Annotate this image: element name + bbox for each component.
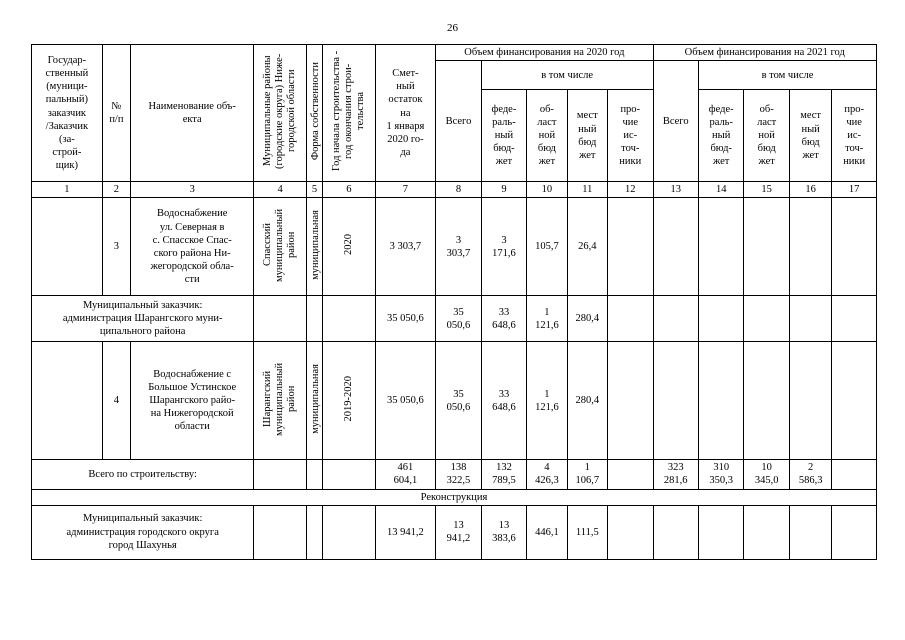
remainder-value: 35 050,6: [375, 296, 436, 342]
header-customer: Государ- ственный (муници- пальный) заказчик /Заказчик (за- строй- щик): [32, 45, 103, 182]
local-2020-value: 280,4: [567, 296, 607, 342]
empty-cell: [306, 505, 322, 559]
table-row-customer-shakhunya: [32, 505, 877, 559]
remainder-value: 13 941,2: [375, 505, 436, 559]
customer-label: Муниципальный заказчик: администрация городского округа город Шахунья: [32, 505, 254, 559]
col-num: 6: [323, 182, 376, 198]
table-row-object-3: [32, 198, 877, 296]
local-2020-value: 280,4: [567, 342, 607, 460]
header-local-2021: мест ный бюд жет: [789, 90, 831, 182]
table-row-total-construction: [32, 460, 877, 489]
header-regional-2021: об- ласт ной бюд жет: [744, 90, 789, 182]
regional-2020-value: 1 121,6: [527, 296, 567, 342]
empty-cell: [254, 460, 307, 489]
empty-cell: [32, 342, 103, 460]
object-number: 4: [102, 342, 130, 460]
header-remainder: Смет- ный остаток на 1 января 2020 го- да: [375, 45, 436, 182]
empty-cell: [323, 460, 376, 489]
empty-cell: [832, 505, 877, 559]
object-name: Водоснабжение с Большое Устинское Шарангского райо- на Нижегородской области: [131, 342, 254, 460]
object-number: 3: [102, 198, 130, 296]
page-number: 26: [447, 22, 458, 34]
empty-cell: [653, 296, 698, 342]
local-2020-value: 111,5: [567, 505, 607, 559]
empty-cell: [254, 505, 307, 559]
total-2020-value: 35 050,6: [436, 342, 481, 460]
header-incl-2020: в том числе: [481, 61, 653, 90]
total-2020-value: 3 303,7: [436, 198, 481, 296]
header-ownership-cell: [306, 45, 322, 182]
total-label: Всего по строительству:: [32, 460, 254, 489]
empty-cell: [698, 296, 743, 342]
header-districts: Муниципальные районы (городские округа) Ниже-городской области: [262, 53, 298, 169]
col-num: 10: [527, 182, 567, 198]
regional-2020-value: 1 121,6: [527, 342, 567, 460]
empty-cell: [653, 342, 698, 460]
empty-cell: [832, 198, 877, 296]
empty-cell: [608, 505, 653, 559]
col-num: 11: [567, 182, 607, 198]
header-total-2020: Всего: [436, 61, 481, 182]
empty-cell: [608, 296, 653, 342]
federal-2020-value: 33 648,6: [481, 342, 526, 460]
table-row-object-4: [32, 342, 877, 460]
header-districts-cell: [254, 45, 307, 182]
local-2020-value: 1 106,7: [567, 460, 607, 489]
empty-cell: [698, 505, 743, 559]
empty-cell: [323, 505, 376, 559]
empty-cell: [744, 505, 789, 559]
remainder-value: 35 050,6: [375, 342, 436, 460]
empty-cell: [608, 198, 653, 296]
col-num: 8: [436, 182, 481, 198]
col-num: 14: [698, 182, 743, 198]
ownership-cell: [306, 198, 322, 296]
regional-2021-value: 10 345,0: [744, 460, 789, 489]
customer-label: Муниципальный заказчик: администрация Шарангского муни- ципального района: [32, 296, 254, 342]
local-2021-value: 2 586,3: [789, 460, 831, 489]
object-name: Водоснабжение ул. Северная в с. Спасское Спас- ского района Ни- жегородской обла- сти: [131, 198, 254, 296]
col-num: 9: [481, 182, 526, 198]
ownership-cell: [306, 342, 322, 460]
col-num: 5: [306, 182, 322, 198]
federal-2021-value: 310 350,3: [698, 460, 743, 489]
empty-cell: [306, 296, 322, 342]
empty-cell: [653, 505, 698, 559]
col-num: 17: [832, 182, 877, 198]
header-ownership: Форма собственности: [309, 61, 321, 161]
header-number: № п/п: [102, 45, 130, 182]
object-district: Спасский муниципальный район: [262, 208, 298, 282]
empty-cell: [789, 198, 831, 296]
empty-cell: [653, 198, 698, 296]
local-2020-value: 26,4: [567, 198, 607, 296]
object-years: 2020: [343, 234, 355, 256]
object-district: Шарангский муниципальный район: [262, 362, 298, 436]
empty-cell: [789, 342, 831, 460]
remainder-value: 461 604,1: [375, 460, 436, 489]
object-ownership: муниципальная: [309, 363, 321, 434]
object-years: 2019-2020: [343, 375, 355, 422]
total-2020-value: 35 050,6: [436, 296, 481, 342]
federal-2020-value: 132 789,5: [481, 460, 526, 489]
empty-cell: [608, 460, 653, 489]
header-total-2021: Всего: [653, 61, 698, 182]
years-cell: [323, 342, 376, 460]
col-num: 3: [131, 182, 254, 198]
financing-table: [31, 44, 877, 560]
table-row-customer-sharanga: [32, 296, 877, 342]
header-fin-2020: Объем финансирования на 2020 год: [436, 45, 653, 61]
col-num: 2: [102, 182, 130, 198]
header-federal-2020: федe- раль- ный бюд- жет: [481, 90, 526, 182]
years-cell: [323, 198, 376, 296]
col-num: 16: [789, 182, 831, 198]
empty-cell: [32, 198, 103, 296]
col-num: 12: [608, 182, 653, 198]
header-years-cell: [323, 45, 376, 182]
empty-cell: [744, 342, 789, 460]
total-2020-value: 13 941,2: [436, 505, 481, 559]
col-num: 1: [32, 182, 103, 198]
total-2020-value: 138 322,5: [436, 460, 481, 489]
regional-2020-value: 105,7: [527, 198, 567, 296]
total-2021-value: 323 281,6: [653, 460, 698, 489]
col-num: 4: [254, 182, 307, 198]
column-numbers-row: [32, 182, 877, 198]
district-cell: [254, 198, 307, 296]
header-federal-2021: федe- раль- ный бюд- жет: [698, 90, 743, 182]
header-fin-2021: Объем финансирования на 2021 год: [653, 45, 877, 61]
empty-cell: [744, 296, 789, 342]
header-regional-2020: об- ласт ной бюд жет: [527, 90, 567, 182]
empty-cell: [306, 460, 322, 489]
col-num: 15: [744, 182, 789, 198]
object-ownership: муниципальная: [309, 209, 321, 280]
empty-cell: [789, 505, 831, 559]
federal-2020-value: 3 171,6: [481, 198, 526, 296]
empty-cell: [254, 296, 307, 342]
header-other-2020: про- чие ис- точ- ники: [608, 90, 653, 182]
header-incl-2021: в том числе: [698, 61, 876, 90]
header-other-2021: про- чие ис- точ- ники: [832, 90, 877, 182]
district-cell: [254, 342, 307, 460]
section-row-reconstruction: [32, 489, 877, 505]
federal-2020-value: 13 383,6: [481, 505, 526, 559]
col-num: 7: [375, 182, 436, 198]
header-object-name: Наименование объ- екта: [131, 45, 254, 182]
empty-cell: [832, 460, 877, 489]
col-num: 13: [653, 182, 698, 198]
empty-cell: [698, 342, 743, 460]
regional-2020-value: 446,1: [527, 505, 567, 559]
regional-2020-value: 4 426,3: [527, 460, 567, 489]
remainder-value: 3 303,7: [375, 198, 436, 296]
empty-cell: [744, 198, 789, 296]
header-years: Год начала строительства - год окончания строи-тельства: [330, 50, 366, 172]
empty-cell: [789, 296, 831, 342]
empty-cell: [323, 296, 376, 342]
empty-cell: [698, 198, 743, 296]
section-title: Реконструкция: [32, 489, 877, 505]
empty-cell: [832, 296, 877, 342]
federal-2020-value: 33 648,6: [481, 296, 526, 342]
empty-cell: [608, 342, 653, 460]
header-local-2020: мест ный бюд жет: [567, 90, 607, 182]
empty-cell: [832, 342, 877, 460]
